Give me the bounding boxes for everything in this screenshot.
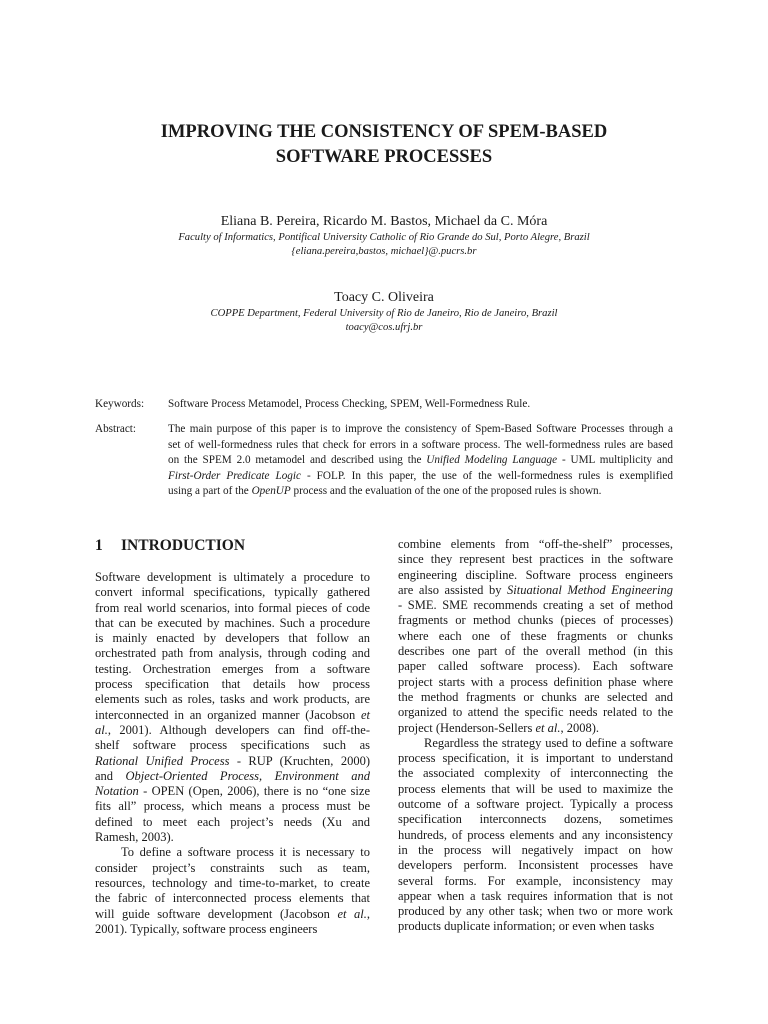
keywords-label: Keywords: — [95, 398, 145, 410]
text-line: combine elements from “off-the-shelf” processes, — [398, 537, 673, 551]
section-heading — [95, 536, 370, 570]
text-line: orchestrated path from analysis, through coding and — [95, 646, 370, 661]
text-line: in the process will negatively impact on how — [398, 842, 673, 857]
text-line: from real world scenarios, into formal pieces of code — [95, 600, 370, 615]
text-line: organized to attend the specific needs related to the — [398, 705, 673, 720]
abstract-line: on the SPEM 2.0 metamodel and described using the Unified Modeling Language - UML multiplicity and — [168, 454, 674, 467]
author-email: toacy@cos.ufrj.br — [345, 322, 423, 333]
left-column-body — [95, 570, 370, 937]
keywords-text — [168, 397, 673, 413]
text-line: the method fragments or chunks are selected and — [398, 689, 673, 704]
text-line: hundreds, of process elements and any inconsistency — [398, 827, 673, 842]
text-line: consider project’s constraints such as team, — [95, 860, 370, 875]
text-line: al., 2001). Although developers can find off-the- — [95, 722, 370, 737]
author-affiliation: COPPE Department, Federal University of Rio de Janeiro, Rio de Janeiro, Brazil — [210, 308, 558, 319]
text-line: Software development is ultimately a procedure to — [95, 570, 370, 584]
section-number: 1 — [95, 537, 103, 554]
text-line: produced by any other task; when two or more work — [398, 904, 673, 919]
paper-title — [100, 120, 668, 170]
text-line: process specification, it is important to understand — [398, 751, 673, 766]
text-line: are also assisted by Situational Method Engineering — [398, 582, 673, 597]
right-column-body — [398, 537, 673, 935]
text-line: process specification that details how process — [95, 677, 370, 692]
text-line: convert informal specifications, typically gathered — [95, 585, 370, 600]
author-affiliation: Faculty of Informatics, Pontifical University Catholic of Rio Grande do Sul, Porto Alegre, Brazil — [178, 232, 590, 243]
text-line: and Object-Oriented Process, Environment and — [95, 768, 370, 783]
text-line: products duplicate information; or even when tasks — [398, 919, 655, 934]
text-line: process elements that will be used to maximize the — [398, 781, 673, 796]
abstract-text — [168, 422, 673, 500]
text-line: describes one part of the overall method (in this — [398, 644, 673, 659]
text-line: will guide software development (Jacobson et al., — [95, 906, 370, 921]
text-line: several forms. For example, inconsistency may — [398, 873, 673, 888]
text-line: paper called software process). Each software — [398, 659, 673, 674]
abstract-label: Abstract: — [95, 423, 137, 435]
text-line: 2001). Typically, software process engineers — [95, 921, 318, 936]
text-line: appear when a task requires information that is not — [398, 888, 673, 903]
author-block — [100, 213, 668, 259]
text-line: - SME. SME recommends creating a set of method — [398, 598, 673, 613]
abstract-line: set of well-formedness rules that check for errors in a software process. The well-formedness rules are based — [168, 438, 673, 451]
text-line: since they represent best practices in the software — [398, 552, 673, 567]
text-line: developers perform. Inconsistent processes have — [398, 858, 673, 873]
author-names: Toacy C. Oliveira — [334, 290, 434, 305]
text-line: fragments or method chunks (pieces of processes) — [398, 613, 673, 628]
text-line: elements such as roles, tasks and work products, are — [95, 692, 370, 707]
text-line: the fabric of interconnected process elements that — [95, 891, 370, 906]
title-line: SOFTWARE PROCESSES — [275, 147, 493, 167]
keywords-line: Software Process Metamodel, Process Checking, SPEM, Well-Formedness Rule. — [168, 398, 531, 410]
text-line: specification interconnects dozens, sometimes — [398, 812, 673, 827]
text-line: the associated complexity of interconnecting the — [398, 766, 673, 781]
abstract-line: First-Order Predicate Logic - FOLP. In this paper, the use of the well-formedness rules is exemplified — [168, 469, 673, 482]
text-line: where each one of these fragments or chunks — [398, 628, 673, 643]
text-line: project (Henderson-Sellers et al., 2008). — [398, 720, 599, 735]
text-line: Ramesh, 2003). — [95, 830, 174, 845]
abstract-line: using a part of the OpenUP process and the evaluation of the one of the proposed rules is shown. — [168, 485, 602, 498]
text-line: engineering discipline. Software process engineers — [398, 567, 673, 582]
text-line: shelf software process specifications such as — [95, 738, 370, 753]
author-names: Eliana B. Pereira, Ricardo M. Bastos, Michael da C. Móra — [220, 214, 548, 229]
text-line: that can be executed by machines. Such a procedure — [95, 615, 370, 630]
text-line: fits all” process, which means a process must be — [95, 799, 370, 814]
text-line: Notation - OPEN (Open, 2006), there is no “one size — [95, 784, 370, 799]
text-line: Regardless the strategy used to define a software — [424, 735, 673, 750]
text-line: project starts with a process definition phase where — [398, 674, 673, 689]
title-line: IMPROVING THE CONSISTENCY OF SPEM-BASED — [160, 122, 608, 142]
author-email: {eliana.pereira,bastos, michael}@.pucrs.br — [291, 246, 477, 257]
text-line: outcome of a software project. Typically a process — [398, 797, 673, 812]
abstract-line: The main purpose of this paper is to improve the consistency of Spem-Based Software Processes through a — [168, 423, 673, 435]
text-line: defined to meet each project’s needs (Xu and — [95, 814, 370, 829]
section-title: INTRODUCTION — [121, 537, 246, 554]
left-column — [95, 536, 370, 937]
right-column — [398, 537, 673, 935]
author-block — [100, 289, 668, 335]
text-line: testing. Orchestration emerges from a software — [95, 661, 370, 676]
text-line: Rational Unified Process - RUP (Kruchten, 2000) — [95, 753, 370, 768]
text-line: is mainly enacted by developers that follow an — [95, 631, 370, 646]
text-line: resources, technology and time-to-market, to create — [95, 875, 370, 890]
text-line: interconnected in an organized manner (Jacobson et — [95, 707, 370, 722]
text-line: To define a software process it is necessary to — [121, 845, 370, 860]
